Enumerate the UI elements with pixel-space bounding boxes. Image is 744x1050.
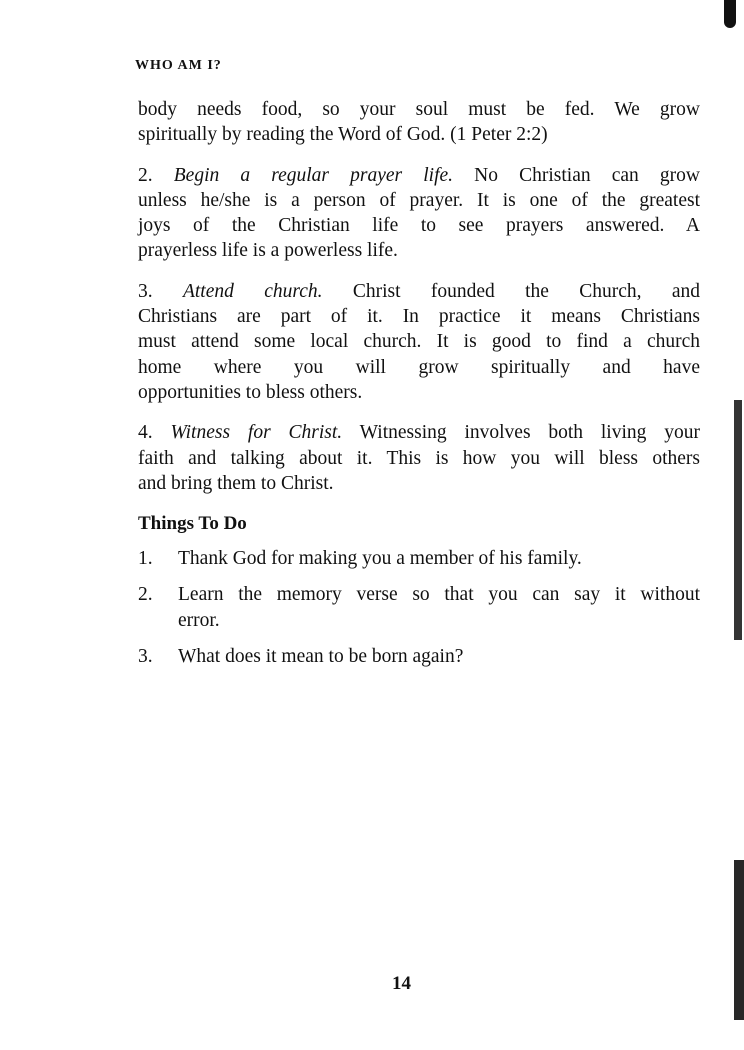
text-line: opportunities to bless others. (138, 381, 363, 403)
text-line: Witnessing involves both living your (359, 422, 700, 444)
text-line: error. (178, 609, 220, 631)
item-number: 2. (138, 164, 153, 186)
text-line: prayerless life is a powerless life. (138, 240, 398, 262)
text-line: home where you will grow spiritually and have (138, 356, 700, 378)
text-line: joys of the Christian life to see prayers answered. A (138, 215, 700, 237)
todo-number: 2. (138, 584, 153, 606)
paragraph-prayer (138, 163, 700, 264)
things-to-do-title: Things To Do (138, 513, 247, 535)
running-header: WHO AM I? (135, 58, 222, 73)
text-line: unless he/she is a person of prayer. It is one of the greatest (138, 189, 700, 211)
text-line: What does it mean to be born again? (178, 646, 464, 668)
item-number: 3. (138, 280, 153, 302)
paragraph-continuation (138, 97, 700, 148)
scan-edge-mark-bottom (734, 860, 744, 1020)
text-line: Learn the memory verse so that you can say it without (178, 584, 700, 606)
paragraph-church (138, 279, 700, 405)
todo-item (138, 546, 700, 571)
scan-edge-mark-middle (734, 400, 742, 640)
item-heading: Attend church. (182, 280, 323, 302)
text-line: must attend some local church. It is good to find a church (138, 331, 700, 353)
page-body (138, 97, 700, 680)
todo-number: 1. (138, 548, 153, 570)
text-line: Christians are part of it. In practice it means Christians (138, 306, 700, 328)
text-line: spiritually by reading the Word of God. (1 Peter 2:2) (138, 124, 548, 146)
text-line: Christ founded the Church, and (352, 280, 701, 302)
item-number: 4. (138, 422, 153, 444)
text-line: body needs food, so your soul must be fed. We grow (138, 99, 700, 120)
scan-edge-mark-top (724, 0, 736, 28)
page-number: 14 (392, 973, 411, 994)
text-line: faith and talking about it. This is how you will bless others (138, 447, 700, 469)
todo-item (138, 582, 700, 633)
text-line: and bring them to Christ. (138, 472, 334, 494)
item-heading: Begin a regular prayer life. (173, 164, 454, 186)
text-line: Thank God for making you a member of his family. (178, 548, 582, 570)
item-heading: Witness for Christ. (170, 422, 343, 444)
todo-item (138, 644, 700, 669)
todo-number: 3. (138, 646, 153, 668)
paragraph-witness (138, 420, 700, 496)
text-line: No Christian can grow (474, 164, 700, 186)
